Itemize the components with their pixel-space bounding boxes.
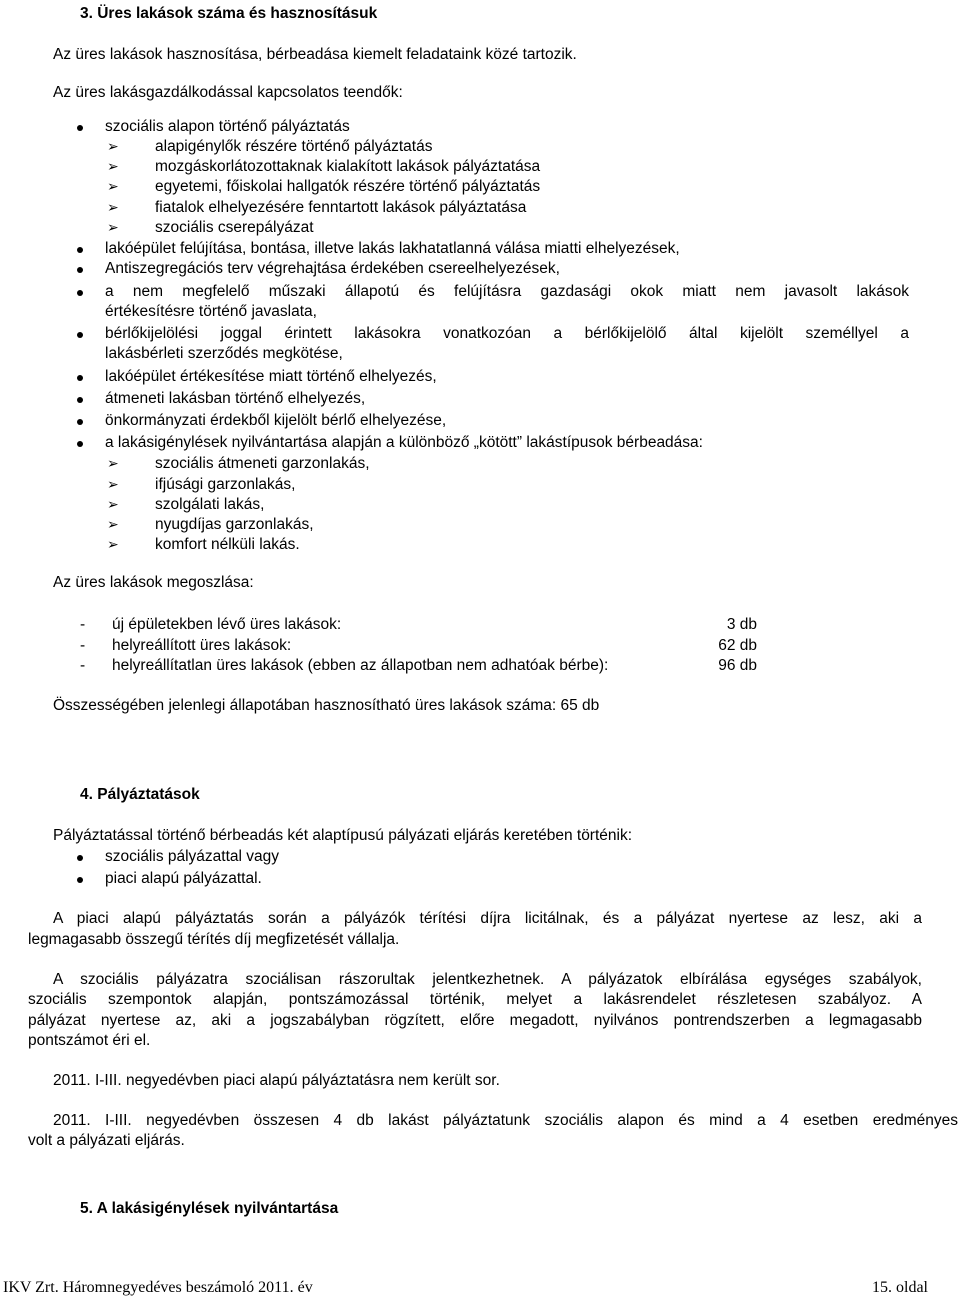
distribution-label-item: helyreállított üres lakások: — [112, 637, 292, 654]
distribution-value: 3 db — [726, 616, 757, 633]
distribution-dash: - — [80, 657, 86, 674]
sub-item: alapigénylők részére történő pályáztatás — [155, 138, 433, 155]
bullet-icon — [77, 441, 83, 447]
section-4-title: 4. Pályáztatások — [80, 786, 200, 803]
list-item: Antiszegregációs terv végrehajtása érdekében csereelhelyezések, — [105, 260, 560, 277]
list-item: piaci alapú pályázattal. — [105, 870, 262, 887]
bullet-icon — [77, 375, 83, 381]
distribution-dash: - — [80, 616, 86, 633]
bullet-icon — [77, 247, 83, 253]
arrow-bullet-icon: ➢ — [107, 516, 119, 532]
paragraph-social-line: A szociális pályázatra szociálisan rászorultak jelentkezhetnek. A pályázatok elbírálása egységes szabályok, — [53, 971, 922, 988]
section-5-title: 5. A lakásigénylések nyilvántartása — [80, 1200, 339, 1217]
quarter-market-text: 2011. I-III. negyedévben piaci alapú pályáztatásra nem került sor. — [53, 1072, 500, 1089]
list-item: átmeneti lakásban történő elhelyezés, — [105, 390, 366, 407]
list-item: a lakásigénylések nyilvántartása alapján a különböző „kötött” lakástípusok bérbeadása: — [105, 434, 703, 451]
list-item: lakóépület felújítása, bontása, illetve lakás lakhatatlanná válása miatti elhelyezések, — [105, 240, 680, 257]
sub-item: egyetemi, főiskolai hallgatók részére történő pályáztatás — [155, 178, 541, 195]
arrow-bullet-icon: ➢ — [107, 536, 119, 552]
sub-item: szolgálati lakás, — [155, 496, 265, 513]
section-3-title: 3. Üres lakások száma és hasznosításuk — [80, 5, 378, 22]
bullet-icon — [77, 419, 83, 425]
sub-item: fiatalok elhelyezésére fenntartott lakások pályáztatása — [155, 199, 527, 216]
list-item: a nem megfelelő műszaki állapotú és felújításra gazdasági okok miatt nem javasolt lakások — [105, 283, 909, 300]
list-item: szociális pályázattal vagy — [105, 848, 280, 865]
sub-item: mozgáskorlátozottaknak kialakított lakások pályáztatása — [155, 158, 541, 175]
sub-item: ifjúsági garzonlakás, — [155, 476, 296, 493]
bullet-icon — [77, 290, 83, 296]
sub-item: nyugdíjas garzonlakás, — [155, 516, 314, 533]
paragraph-social-line: szociális szempontok alapján, pontszámozással történik, melyet a lakásrendelet részletesen szabályoz. A — [28, 991, 922, 1008]
bullet-icon — [77, 877, 83, 883]
list-item: önkormányzati érdekből kijelölt bérlő elhelyezése, — [105, 412, 447, 429]
list-item-social-tender: szociális alapon történő pályáztatás — [105, 118, 350, 135]
bullet-icon — [77, 267, 83, 273]
section-3-intro: Az üres lakások hasznosítása, bérbeadása kiemelt feladataink közé tartozik. — [53, 46, 577, 63]
list-item: bérlőkijelölési joggal érintett lakásokra vonatkozóan a bérlőkijelölő által kijelölt személlyel a — [105, 325, 909, 342]
arrow-bullet-icon: ➢ — [107, 199, 119, 215]
distribution-label-item: helyreállítatlan üres lakások (ebben az állapotban nem adhatóak bérbe): — [112, 657, 609, 674]
bullet-icon — [77, 125, 83, 131]
summary-text: Összességében jelenlegi állapotában hasznosítható üres lakások száma: 65 db — [53, 697, 600, 714]
list-item-continuation: lakásbérleti szerződés megkötése, — [105, 345, 343, 362]
footer-page-number: 15. oldal — [872, 1279, 928, 1296]
bullet-icon — [77, 397, 83, 403]
list-item: lakóépület értékesítése miatt történő elhelyezés, — [105, 368, 437, 385]
bullet-icon — [77, 855, 83, 861]
distribution-dash: - — [80, 637, 86, 654]
paragraph-market-line: legmagasabb összegű térítés díj megfizetését vállalja. — [28, 931, 400, 948]
quarter-social-line: volt a pályázati eljárás. — [28, 1132, 185, 1149]
paragraph-market-line: A piaci alapú pályáztatás során a pályázók térítési díjra licitálnak, és a pályázat nyertese az lesz, aki a — [53, 910, 922, 927]
paragraph-social-line: pontszámot éri el. — [28, 1032, 151, 1049]
paragraph-social-line: pályázat nyertese az, aki a jogszabályban rögzített, előre megadott, nyilvános pontrendszerben a legmagasabb — [28, 1012, 922, 1029]
distribution-value: 62 db — [718, 637, 757, 654]
arrow-bullet-icon: ➢ — [107, 455, 119, 471]
arrow-bullet-icon: ➢ — [107, 476, 119, 492]
arrow-bullet-icon: ➢ — [107, 219, 119, 235]
list-item-continuation: értékesítésre történő javaslata, — [105, 303, 317, 320]
section-4-intro: Pályáztatással történő bérbeadás két alaptípusú pályázati eljárás keretében történik: — [53, 827, 633, 844]
arrow-bullet-icon: ➢ — [107, 496, 119, 512]
arrow-bullet-icon: ➢ — [107, 138, 119, 154]
quarter-social-line: 2011. I-III. negyedévben összesen 4 db lakást pályáztatunk szociális alapon és mind a 4 esetben eredményes — [53, 1112, 958, 1129]
arrow-bullet-icon: ➢ — [107, 158, 119, 174]
tasks-label: Az üres lakásgazdálkodással kapcsolatos teendők: — [53, 84, 403, 101]
bullet-icon — [77, 332, 83, 338]
footer-left: IKV Zrt. Háromnegyedéves beszámoló 2011. év — [3, 1279, 313, 1296]
sub-item: szociális cserepályázat — [155, 219, 314, 236]
distribution-label-item: új épületekben lévő üres lakások: — [112, 616, 342, 633]
arrow-bullet-icon: ➢ — [107, 178, 119, 194]
distribution-label: Az üres lakások megoszlása: — [53, 574, 254, 591]
distribution-value: 96 db — [718, 657, 757, 674]
sub-item: komfort nélküli lakás. — [155, 536, 300, 553]
sub-item: szociális átmeneti garzonlakás, — [155, 455, 370, 472]
